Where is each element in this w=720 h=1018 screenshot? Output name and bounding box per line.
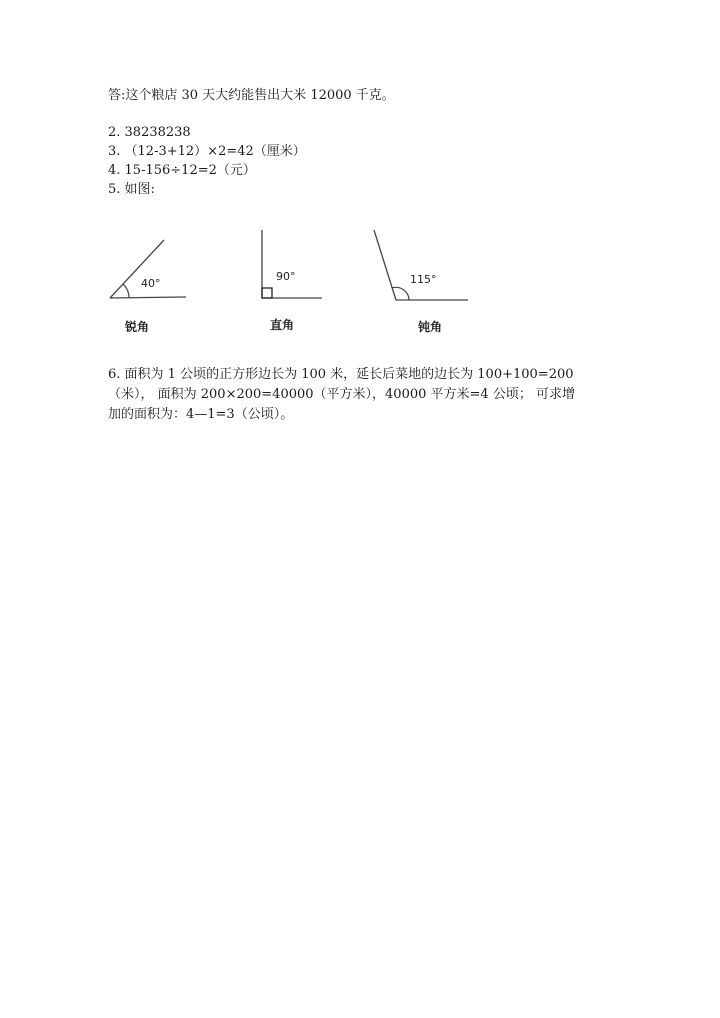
right-angle-drawing: [254, 222, 334, 302]
obtuse-angle-drawing: [368, 222, 478, 302]
answer-line: 答:这个粮店 30 天大约能售出大米 12000 千克。: [108, 88, 395, 103]
obtuse-degree-label: 115°: [410, 273, 437, 286]
obtuse-caption: 钝角: [418, 320, 443, 334]
acute-angle-drawing: [104, 222, 194, 302]
q6-line-2: （米）， 面积为 200×200=40000（平方米），40000 平方米=4 公顷； 可求增: [108, 387, 575, 402]
right-caption: 直角: [270, 318, 295, 332]
acute-degree-label: 40°: [141, 277, 161, 290]
obtuse-angle-figure: [368, 222, 478, 334]
acute-angle-figure: [104, 222, 194, 334]
item-4: 4. 15-156÷12=2（元）: [108, 163, 256, 178]
right-degree-label: 90°: [276, 270, 296, 283]
right-angle-figure: [254, 222, 334, 332]
item-3: 3. （12-3+12）×2=42（厘米）: [108, 144, 306, 159]
acute-caption: 锐角: [125, 320, 150, 334]
q6-line-1: 6. 面积为 1 公顷的正方形边长为 100 米，延长后菜地的边长为 100+100=200: [108, 367, 574, 382]
item-5: 5. 如图:: [108, 182, 155, 197]
q6-line-3: 加的面积为：4—1=3（公顷）。: [108, 407, 294, 422]
item-2: 2. 38238238: [108, 125, 191, 140]
